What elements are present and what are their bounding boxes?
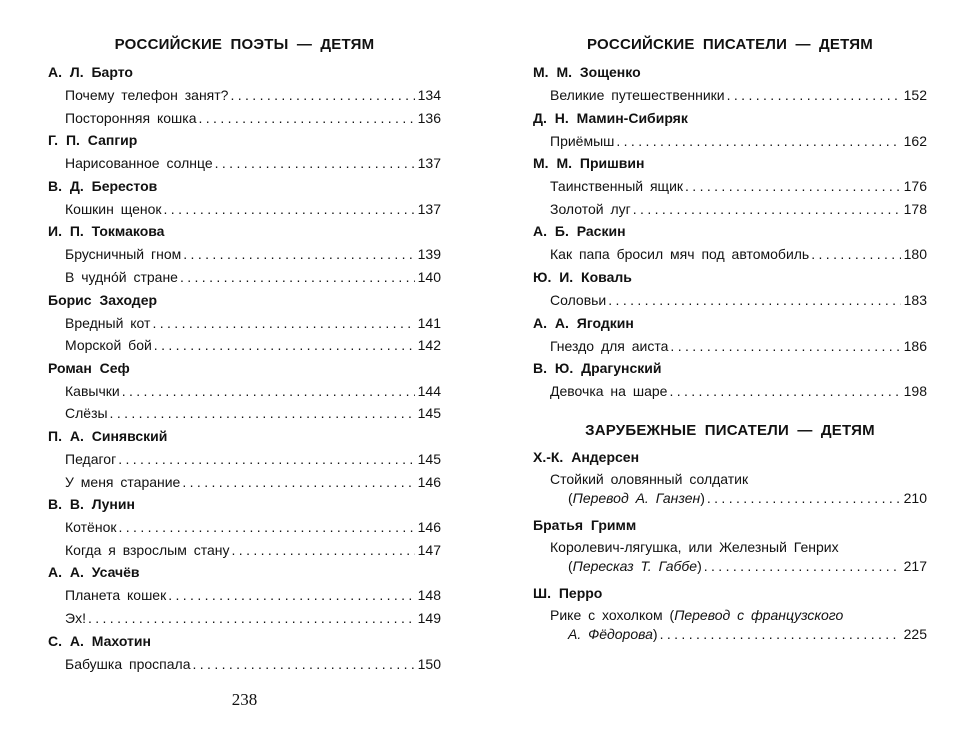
dot-leader (811, 243, 900, 266)
work-title: Котёнок (65, 519, 117, 536)
toc-entry[interactable] (533, 470, 927, 508)
work-title-line (550, 470, 927, 489)
page-ref: 152 (903, 87, 927, 103)
work-title: Соловьи (550, 291, 607, 308)
dot-leader (670, 335, 900, 358)
dot-leader (633, 198, 901, 221)
credit (568, 557, 702, 576)
author-name: А. А. Ягодкин (533, 314, 634, 331)
paren-close: ) (652, 626, 658, 642)
author-name: А. Л. Барто (48, 64, 133, 80)
work-title: В чудно́й стране (65, 268, 178, 285)
author-name: Х.-К. Андерсен (533, 449, 640, 465)
dot-leader (182, 471, 414, 494)
paren-open: ( (568, 558, 573, 574)
work-title: У меня старание (65, 473, 181, 490)
toc-entry[interactable] (48, 516, 441, 539)
page-ref: 145 (417, 405, 441, 422)
work-title: Нарисованное солнце (65, 155, 213, 172)
author-name: М. М. Зощенко (533, 64, 641, 80)
paren-close: ) (697, 558, 702, 574)
author-name: Г. П. Сапгир (48, 132, 138, 149)
page-ref: 137 (417, 155, 441, 172)
page-ref: 139 (417, 246, 441, 263)
dot-leader (154, 334, 415, 357)
page-ref: 217 (903, 558, 927, 574)
toc-entry[interactable] (533, 380, 927, 403)
page-ref: 134 (417, 87, 441, 103)
dot-leader (152, 312, 414, 335)
page-ref: 186 (903, 337, 927, 354)
author-name: В. Д. Берестов (48, 177, 158, 194)
toc-entry[interactable] (533, 289, 927, 312)
page-ref: 137 (417, 200, 441, 217)
paren-open: ( (568, 490, 573, 506)
work-title: Гнездо для аиста (550, 337, 669, 354)
work-title: Девочка на шаре (550, 383, 668, 400)
dot-leader (118, 448, 414, 471)
dot-leader (164, 198, 415, 221)
toc-entry[interactable] (48, 539, 441, 562)
page-ref: 149 (417, 609, 441, 626)
toc-entry[interactable] (533, 175, 927, 198)
section-title-foreign-writers: ЗАРУБЕЖНЫЕ ПИСАТЕЛИ — ДЕТЯМ (585, 422, 875, 439)
translator-name: Перевод А. Ганзен (572, 490, 701, 506)
work-credit-line (550, 625, 927, 644)
page-ref: 150 (417, 655, 441, 672)
work-title: Вредный кот (65, 314, 151, 331)
author-name: Братья Гримм (533, 517, 637, 533)
dot-leader (183, 243, 414, 266)
section-title-russian-writers: РОССИЙСКИЕ ПИСАТЕЛИ — ДЕТЯМ (587, 36, 873, 53)
work-title: Стойкий оловянный солдатик (550, 471, 749, 487)
author-name: В. Ю. Драгунский (533, 360, 662, 377)
translator-name: Пересказ Т. Габбе (572, 558, 698, 574)
toc-entry[interactable] (48, 607, 441, 630)
dot-leader (110, 402, 415, 425)
author-name: Ш. Перро (533, 585, 603, 601)
toc-entry[interactable] (48, 380, 441, 403)
work-title: Почему телефон занят? (65, 87, 229, 103)
work-title: Бабушка проспала (65, 655, 191, 672)
page-ref: 176 (903, 178, 927, 195)
dot-leader (685, 175, 901, 198)
work-credit-line (550, 557, 927, 576)
work-title: Как папа бросил мяч под автомобиль (550, 246, 810, 263)
dot-leader (199, 107, 415, 130)
dot-leader (215, 152, 415, 175)
toc-entry[interactable] (48, 198, 441, 221)
dot-leader (608, 289, 900, 312)
toc-entry[interactable] (48, 84, 441, 107)
toc-list-writers (533, 61, 927, 403)
page-ref: 147 (417, 541, 441, 558)
work-title: Педагог (65, 450, 117, 467)
work-title: Таинственный ящик (550, 178, 684, 195)
translator-name: А. Фёдорова (568, 626, 653, 642)
page-ref: 136 (417, 109, 441, 126)
work-title: Приёмыш (550, 132, 615, 149)
dot-leader (707, 489, 901, 508)
toc-list-foreign (533, 446, 927, 650)
work-title: Королевич-лягушка, или Железный Генрих (550, 539, 839, 555)
toc-entry[interactable] (48, 152, 441, 175)
author-name: Борис Заходер (48, 291, 158, 308)
toc-entry[interactable] (48, 653, 441, 676)
toc-list-poets (48, 61, 441, 675)
toc-entry[interactable] (533, 243, 927, 266)
dot-leader (616, 130, 900, 153)
author-name: Ю. И. Коваль (533, 268, 632, 285)
dot-leader (180, 266, 415, 289)
page-ref: 183 (903, 291, 927, 308)
dot-leader (704, 557, 901, 576)
dot-leader (118, 516, 414, 539)
page-ref: 162 (903, 132, 927, 149)
dot-leader (669, 380, 900, 403)
work-title: Брусничный гном (65, 246, 182, 263)
author-name: А. Б. Раскин (533, 223, 626, 240)
work-title: Великие путешественники (550, 87, 725, 103)
page-ref: 145 (417, 450, 441, 467)
page-ref: 148 (417, 587, 441, 604)
page-ref: 225 (903, 626, 927, 642)
page-ref: 210 (903, 490, 927, 506)
dot-leader (727, 84, 901, 107)
author-name: П. А. Синявский (48, 427, 168, 444)
dot-leader (168, 584, 414, 607)
toc-entry[interactable] (533, 198, 927, 221)
toc-entry[interactable] (533, 130, 927, 153)
work-title: Когда я взрослым стану (65, 541, 230, 558)
work-title: Морской бой (65, 337, 152, 354)
paren-close: ) (700, 490, 705, 506)
toc-entry[interactable] (48, 312, 441, 335)
author-name: С. А. Махотин (48, 632, 151, 649)
work-title: Золотой луг (550, 200, 631, 217)
toc-entry[interactable] (48, 107, 441, 130)
dot-leader (122, 380, 415, 403)
translator-note: Перевод с французского (674, 607, 844, 623)
dot-leader (230, 84, 414, 107)
page-ref: 198 (903, 383, 927, 400)
toc-entry[interactable] (533, 606, 927, 644)
page-ref: 140 (417, 268, 441, 285)
toc-entry[interactable] (48, 402, 441, 425)
page-ref: 146 (417, 519, 441, 536)
author-name: А. А. Усачёв (48, 564, 140, 581)
toc-entry[interactable] (533, 84, 927, 107)
work-title: Кошкин щенок (65, 200, 162, 217)
page-number: 238 (231, 690, 258, 709)
author-name: В. В. Лунин (48, 496, 135, 513)
work-title: Слёзы (65, 405, 108, 422)
work-title: Эх! (65, 609, 86, 626)
toc-entry[interactable] (48, 266, 441, 289)
author-name: Роман Сеф (48, 359, 130, 376)
dot-leader (88, 607, 415, 630)
work-title-line (550, 538, 927, 557)
dot-leader (660, 625, 901, 644)
work-title: Рике с хохолком ( (550, 607, 675, 623)
author-name: И. П. Токмакова (48, 223, 165, 240)
toc-entry[interactable] (48, 448, 441, 471)
toc-entry[interactable] (48, 334, 441, 357)
toc-entry[interactable] (48, 471, 441, 494)
page-ref: 142 (417, 337, 441, 354)
work-title-line (550, 606, 927, 625)
credit (568, 625, 658, 644)
page-ref: 178 (903, 200, 927, 217)
author-name: М. М. Пришвин (533, 155, 645, 172)
toc-entry[interactable] (533, 335, 927, 358)
work-title: Кавычки (65, 382, 120, 399)
work-title: Посторонняя кошка (65, 109, 197, 126)
author-name: Д. Н. Мамин-Сибиряк (533, 109, 688, 126)
toc-entry[interactable] (533, 538, 927, 576)
work-title: Планета кошек (65, 587, 167, 604)
credit (568, 489, 705, 508)
toc-entry[interactable] (48, 584, 441, 607)
section-title-russian-poets: РОССИЙСКИЕ ПОЭТЫ — ДЕТЯМ (114, 36, 375, 53)
dot-leader (193, 653, 415, 676)
dot-leader (232, 539, 415, 562)
page-ref: 146 (417, 473, 441, 490)
work-credit-line (550, 489, 927, 508)
page-ref: 180 (903, 246, 927, 263)
toc-entry[interactable] (48, 243, 441, 266)
page-ref: 144 (417, 382, 441, 399)
page-ref: 141 (417, 314, 441, 331)
